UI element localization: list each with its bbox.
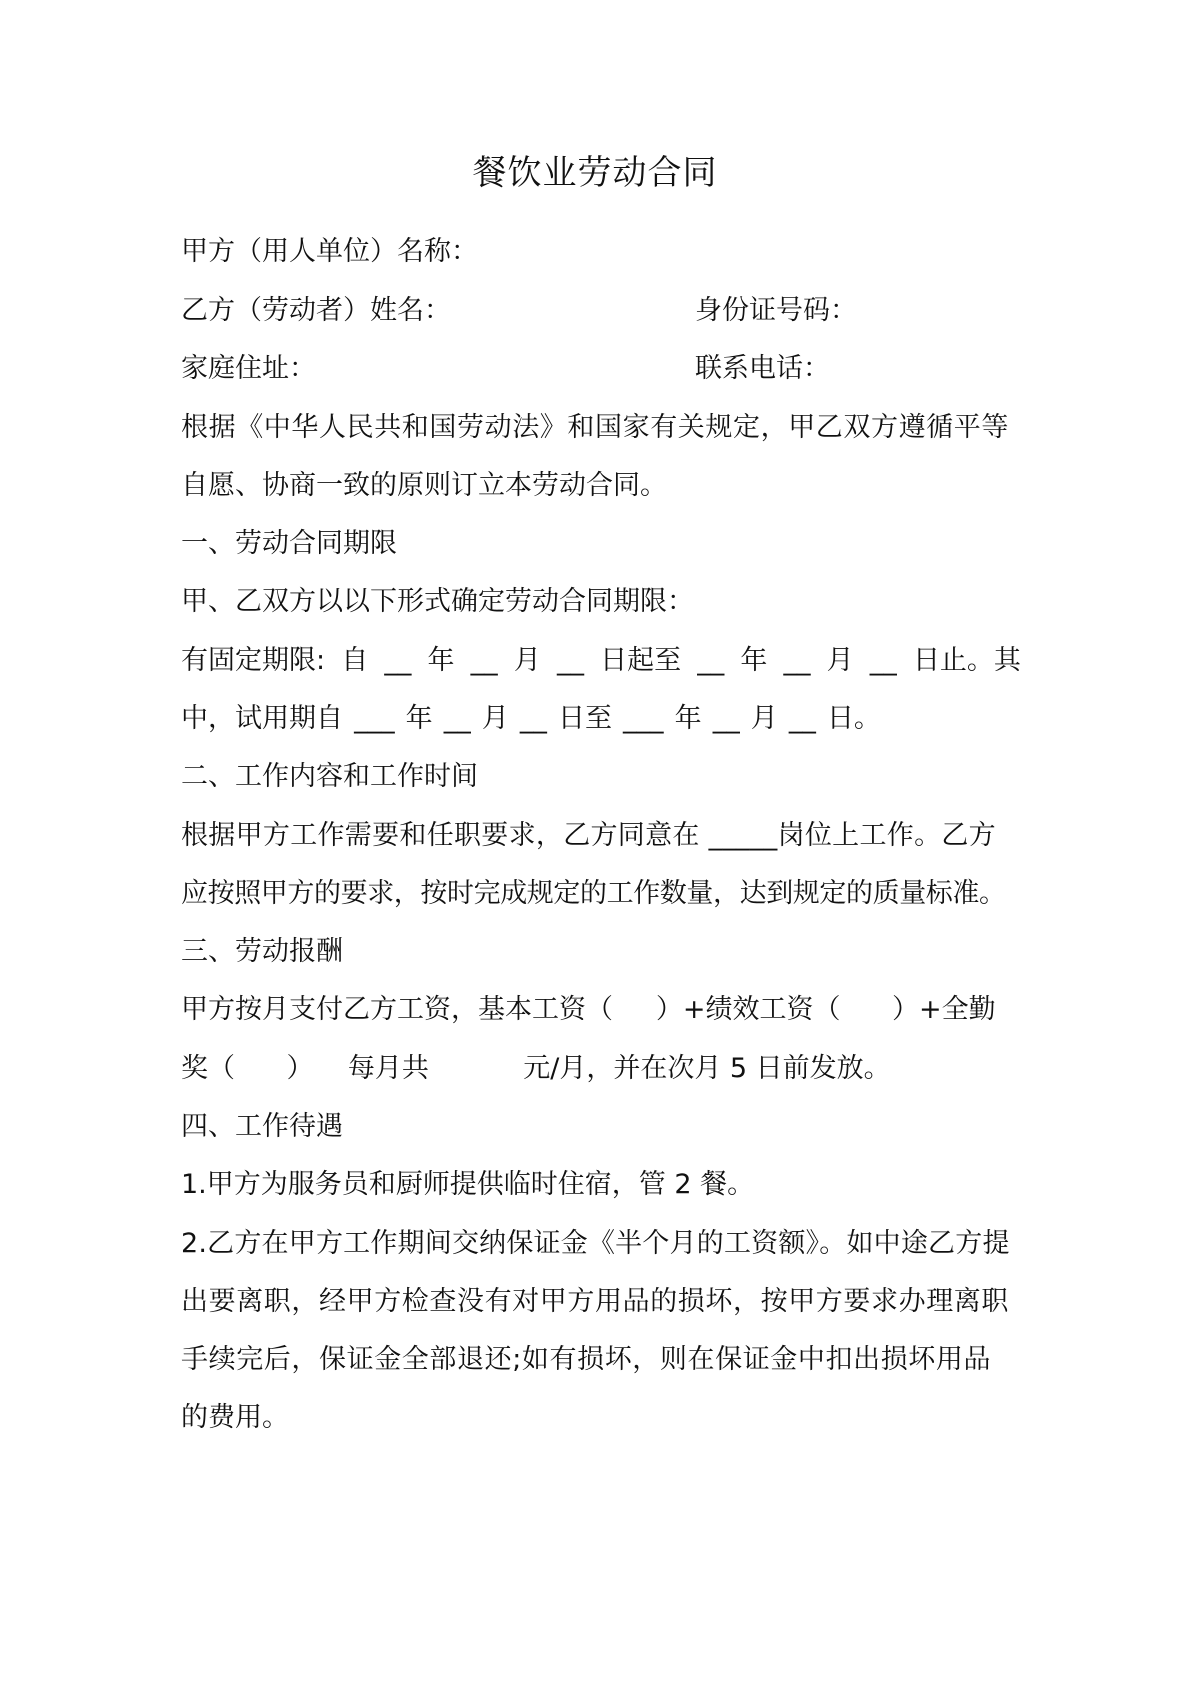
section-4-item-2-line-2: 出要离职，经甲方检查没有对甲方用品的损坏，按甲方要求办理离职 xyxy=(181,1286,1009,1317)
section-2-line-2: 应按照甲方的要求，按时完成规定的工作数量，达到规定的质量标准。 xyxy=(181,878,1006,909)
term-token: 自 xyxy=(341,645,369,676)
party-b-name-field: 乙方（劳动者）姓名： xyxy=(181,295,451,326)
phone-field: 联系电话： xyxy=(695,353,830,384)
home-address-field: 家庭住址： xyxy=(181,353,316,384)
section-4-item-2-line-1-wrap xyxy=(181,1226,1021,1262)
probation-token: 年 xyxy=(674,703,702,734)
probation-token: 日。 xyxy=(826,703,881,734)
term-token: 年 xyxy=(740,645,768,676)
term-blank: __ xyxy=(556,645,584,676)
section-4-item-2-line-1: 2.乙方在甲方工作期间交纳保证金《半个月的工资额》。如中途乙方提 xyxy=(181,1228,1010,1259)
term-token: 月 xyxy=(513,645,541,676)
probation-blank: __ xyxy=(443,703,471,734)
term-token: 年 xyxy=(427,645,455,676)
section-4-item-2-line-2-wrap xyxy=(181,1284,1021,1320)
probation-blank: __ xyxy=(788,703,816,734)
section-2-line-1: 根据甲方工作需要和任职要求，乙方同意在 _____岗位上工作。乙方 xyxy=(181,820,996,851)
term-token: 日起至 xyxy=(600,645,682,676)
probation-blank: __ xyxy=(712,703,740,734)
section-2-line-1-wrap xyxy=(181,818,1021,854)
section-4-item-2-line-4: 的费用。 xyxy=(181,1402,289,1433)
term-blank: __ xyxy=(470,645,498,676)
section-2-heading: 二、工作内容和工作时间 xyxy=(181,761,478,792)
term-token: 日止。其 xyxy=(912,645,1021,676)
section-4-heading: 四、工作待遇 xyxy=(181,1111,343,1142)
term-token: 月 xyxy=(826,645,854,676)
probation-token: 年 xyxy=(405,703,433,734)
probation-token: 月 xyxy=(750,703,778,734)
intro-paragraph-line-1 xyxy=(181,410,1021,446)
document-title: 餐饮业劳动合同 xyxy=(472,153,718,193)
intro-paragraph-line-2: 自愿、协商一致的原则订立本劳动合同。 xyxy=(181,470,667,501)
term-blank: __ xyxy=(697,645,725,676)
term-blank: __ xyxy=(384,645,412,676)
probation-token: 日至 xyxy=(557,703,612,734)
section-3-line-2: 奖（ ） 每月共 元/月，并在次月 5 日前发放。 xyxy=(181,1053,891,1084)
probation-token: 中，试用期自 xyxy=(181,703,343,734)
intro-text-1: 根据《中华人民共和国劳动法》和国家有关规定，甲乙双方遵循平等 xyxy=(181,412,1009,443)
probation-token: 月 xyxy=(481,703,509,734)
section-4-item-1: 1.甲方为服务员和厨师提供临时住宿，管 2 餐。 xyxy=(181,1169,755,1200)
section-1-probation-line xyxy=(181,701,881,737)
probation-blank: __ xyxy=(519,703,547,734)
term-blank: __ xyxy=(869,645,897,676)
party-b-id-field: 身份证号码： xyxy=(695,295,857,326)
section-4-item-2-line-3-wrap xyxy=(181,1342,1021,1378)
term-token: 有固定期限: xyxy=(181,645,326,676)
party-a-name-field: 甲方（用人单位）名称： xyxy=(181,236,478,267)
section-2-line-2-wrap xyxy=(181,876,1021,912)
section-1-heading: 一、劳动合同期限 xyxy=(181,528,397,559)
section-1-term-line xyxy=(181,643,1021,679)
term-blank: __ xyxy=(783,645,811,676)
section-4-item-2-line-3: 手续完后，保证金全部退还;如有损坏，则在保证金中扣出损坏用品 xyxy=(181,1344,992,1375)
probation-blank: ___ xyxy=(354,703,395,734)
section-3-line-1: 甲方按月支付乙方工资，基本工资（ ）+绩效工资（ ）+全勤 xyxy=(181,994,996,1025)
section-3-heading: 三、劳动报酬 xyxy=(181,936,343,967)
probation-blank: ___ xyxy=(623,703,664,734)
section-1-line-1: 甲、乙双方以以下形式确定劳动合同期限： xyxy=(181,586,694,617)
